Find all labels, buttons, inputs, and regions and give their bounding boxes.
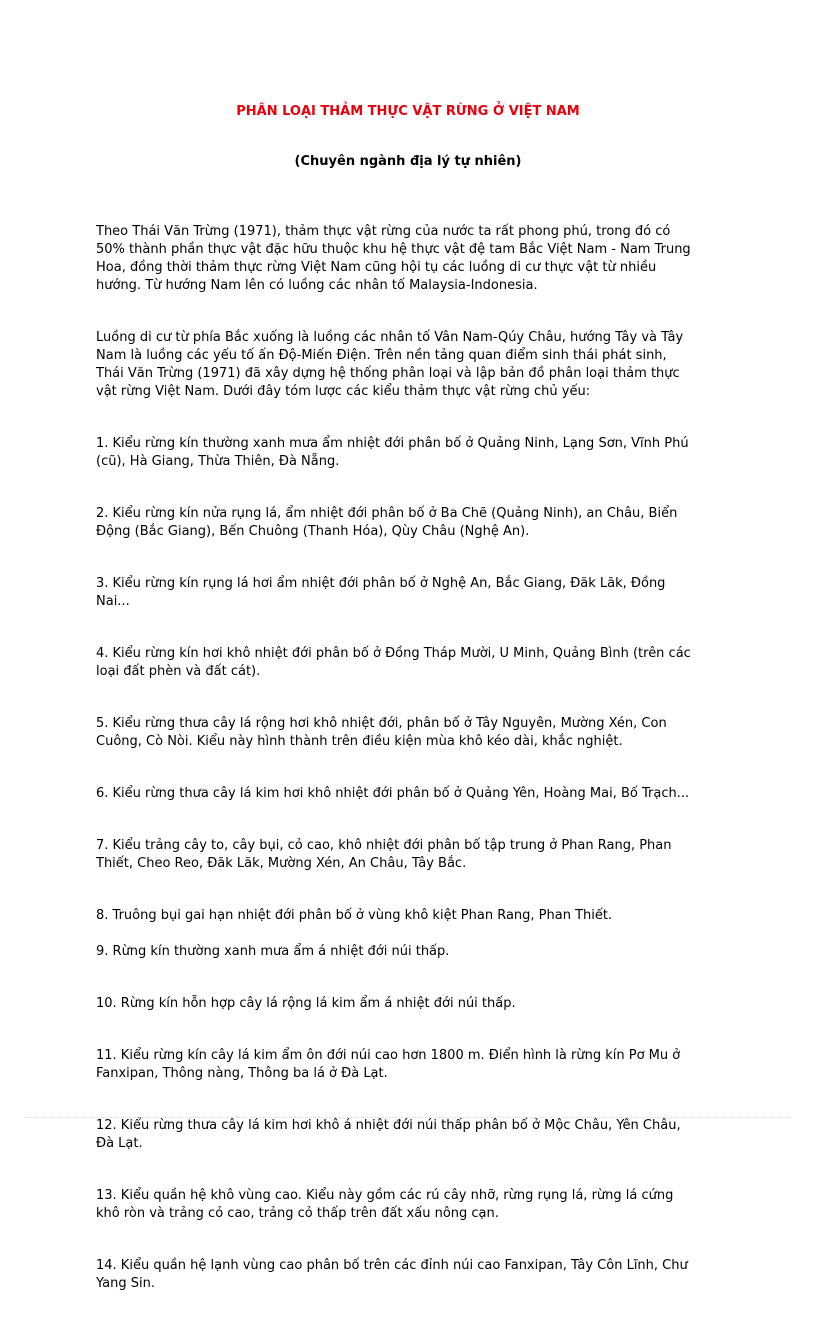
list-item: 11. Kiểu rừng kín cây lá kim ẩm ôn đới núi cao hơn 1800 m. Điển hình là rừng kín Pơ Mu ở Fanxipan, Thông nàng, Thông ba lá ở Đà Lạt. [96, 1048, 681, 1081]
list-item: 8. Truông bụi gai hạn nhiệt đới phân bố ở vùng khô kiệt Phan Rang, Phan Thiết. [96, 908, 613, 923]
intro-paragraph: Theo Thái Văn Trừng (1971), thảm thực vật rừng của nước ta rất phong phú, trong đó có 50% thành phần thực vật đặc hữu thuộc khu hệ thực vật đệ tam Bắc Việt Nam - Nam Trung Hoa, đồng thời thảm thực rừng Việt Nam cũng hội tụ các luồng di cư thực vật từ nhiều hướng. Từ hướng Nam lên có luồng các nhân tố Malaysia-Indonesia. [96, 224, 691, 293]
page-bottom-divider [24, 1117, 792, 1118]
list-item: 13. Kiểu quần hệ khô vùng cao. Kiểu này gồm các rú cây nhỡ, rừng rụng lá, rừng lá cứng khô ròn và trảng cỏ cao, trảng cỏ thấp trên đất xấu nông cạn. [96, 1188, 674, 1221]
document-body [96, 205, 726, 1327]
list-item: 1. Kiểu rừng kín thường xanh mưa ẩm nhiệt đới phân bố ở Quảng Ninh, Lạng Sơn, Vĩnh Phú (cũ), Hà Giang, Thừa Thiên, Đà Nẵng. [96, 436, 689, 469]
list-item: 4. Kiểu rừng kín hơi khô nhiệt đới phân bố ở Đồng Tháp Mười, U Minh, Quảng Bình (trên các loại đất phèn và đất cát). [96, 646, 691, 679]
list-item: 6. Kiểu rừng thưa cây lá kim hơi khô nhiệt đới phân bố ở Quảng Yên, Hoàng Mai, Bố Trạch... [96, 786, 690, 801]
list-item: 9. Rừng kín thường xanh mưa ẩm á nhiệt đới núi thấp. [96, 944, 450, 959]
list-item: 3. Kiểu rừng kín rụng lá hơi ẩm nhiệt đới phân bố ở Nghệ An, Bắc Giang, Đăk Lăk, Đồng Nai... [96, 576, 666, 609]
list-item: 12. Kiểu rừng thưa cây lá kim hơi khô á nhiệt đới núi thấp phân bố ở Mộc Châu, Yên Châu, Đà Lạt. [96, 1118, 681, 1151]
document-title: PHÂN LOẠI THẢM THỰC VẬT RỪNG Ở VIỆT NAM [236, 104, 580, 119]
list-item: 2. Kiểu rừng kín nửa rụng lá, ẩm nhiệt đới phân bố ở Ba Chẽ (Quảng Ninh), an Châu, Biển Động (Bắc Giang), Bến Chuông (Thanh Hóa), Qùy Châu (Nghệ An). [96, 506, 678, 539]
list-item: 7. Kiểu trảng cây to, cây bụi, cỏ cao, khô nhiệt đới phân bố tập trung ở Phan Rang, Phan Thiết, Cheo Reo, Đăk Lăk, Mường Xén, An Châu, Tây Bắc. [96, 838, 672, 871]
list-item: 5. Kiểu rừng thưa cây lá rộng hơi khô nhiệt đới, phân bố ở Tây Nguyên, Mường Xén, Con Cuông, Cò Nòi. Kiểu này hình thành trên điều kiện mùa khô kéo dài, khắc nghiệt. [96, 716, 667, 749]
list-item: 14. Kiểu quần hệ lạnh vùng cao phân bố trên các đỉnh núi cao Fanxipan, Tây Côn Lĩnh, Chư Yang Sin. [96, 1258, 688, 1291]
intro-paragraph: Luồng di cư từ phía Bắc xuống là luồng các nhân tố Vân Nam-Qúy Châu, hướng Tây và Tây Nam là luồng các yếu tố ấn Độ-Miến Điện. Trên nền tảng quan điểm sinh thái phát sinh, Thái Văn Trừng (1971) đã xây dựng hệ thống phân loại và lập bản đồ phân loại thảm thực vật rừng Việt Nam. Dưới đây tóm lược các kiểu thảm thực vật rừng chủ yếu: [96, 330, 684, 399]
list-item: 10. Rừng kín hỗn hợp cây lá rộng lá kim ẩm á nhiệt đới núi thấp. [96, 996, 516, 1011]
document-subtitle: (Chuyên ngành địa lý tự nhiên) [294, 154, 522, 169]
